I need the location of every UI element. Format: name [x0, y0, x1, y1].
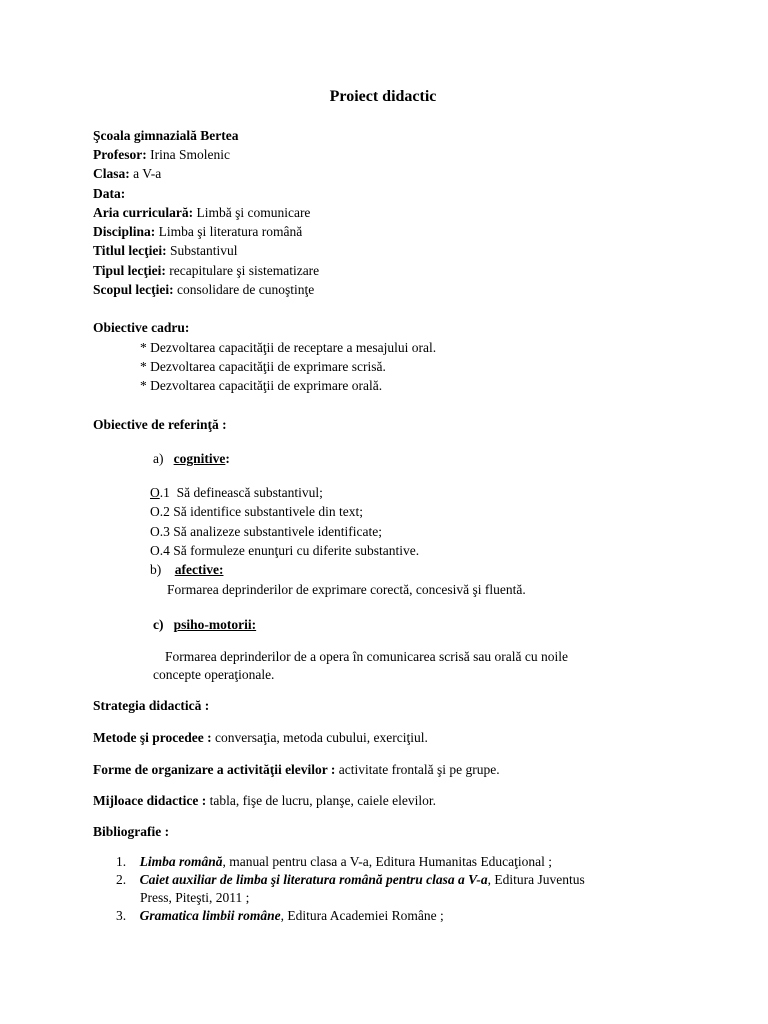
field-data: Data:	[93, 186, 126, 201]
bibliografie-heading: Bibliografie :	[93, 824, 170, 839]
cognitive-item: O.3 Să analizeze substantivele identificate;	[150, 524, 383, 539]
field-titlul-lectiei: Titlul lecţiei: Substantivul	[93, 243, 238, 258]
obiectiv-cadru-item: * Dezvoltarea capacităţii de exprimare scrisă.	[140, 359, 386, 374]
field-clasa: Clasa: a V-a	[93, 166, 162, 181]
obiective-cadru-heading: Obiective cadru:	[93, 320, 190, 335]
section-c-psiho-motorii: c) psiho-motorii:	[153, 617, 257, 632]
field-profesor: Profesor: Irina Smolenic	[93, 147, 230, 162]
bibliografie-item: 1. Limba română, manual pentru clasa a V-a, Editura Humanitas Educaţional ;	[116, 854, 553, 869]
cognitive-item: O.2 Să identifice substantivele din text;	[150, 504, 363, 519]
section-a-cognitive: a) cognitive:	[153, 451, 230, 466]
cognitive-item: O.1 Să definească substantivul;	[150, 485, 323, 500]
obiectiv-cadru-item: * Dezvoltarea capacităţii de exprimare orală.	[140, 378, 383, 393]
field-scopul-lectiei: Scopul lecţiei: consolidare de cunoştinţe	[93, 282, 315, 297]
psiho-motorii-text-line2: concepte operaţionale.	[153, 667, 275, 682]
section-b-afective: b) afective:	[150, 562, 224, 577]
bibliografie-item: 3. Gramatica limbii române, Editura Academiei Române ;	[116, 908, 444, 923]
strategia-heading: Strategia didactică :	[93, 698, 210, 713]
field-tipul-lectiei: Tipul lecţiei: recapitulare şi sistematizare	[93, 263, 320, 278]
cognitive-item: O.4 Să formuleze enunţuri cu diferite substantive.	[150, 543, 420, 558]
mijloace-line: Mijloace didactice : tabla, fişe de lucru, planşe, caiele elevilor.	[93, 793, 436, 808]
obiectiv-cadru-item: * Dezvoltarea capacităţii de receptare a mesajului oral.	[140, 340, 437, 355]
psiho-motorii-text-line1: Formarea deprinderilor de a opera în comunicarea scrisă sau orală cu noile	[165, 649, 568, 664]
field-aria-curriculara: Aria curriculară: Limbă şi comunicare	[93, 205, 311, 220]
metode-line: Metode şi procedee : conversaţia, metoda cubului, exerciţiul.	[93, 730, 428, 745]
obiective-referinta-heading: Obiective de referinţă :	[93, 417, 227, 432]
school-name: Şcoala gimnazială Bertea	[93, 128, 239, 143]
field-disciplina: Disciplina: Limba şi literatura română	[93, 224, 303, 239]
document-title: Proiect didactic	[329, 88, 437, 105]
bibliografie-item-continuation: Press, Piteşti, 2011 ;	[140, 890, 250, 905]
forme-line: Forme de organizare a activităţii elevilor : activitate frontală şi pe grupe.	[93, 762, 500, 777]
afective-text: Formarea deprinderilor de exprimare corectă, concesivă şi fluentă.	[167, 582, 526, 597]
bibliografie-item: 2. Caiet auxiliar de limba şi literatura română pentru clasa a V-a, Editura Juventus	[116, 872, 585, 887]
